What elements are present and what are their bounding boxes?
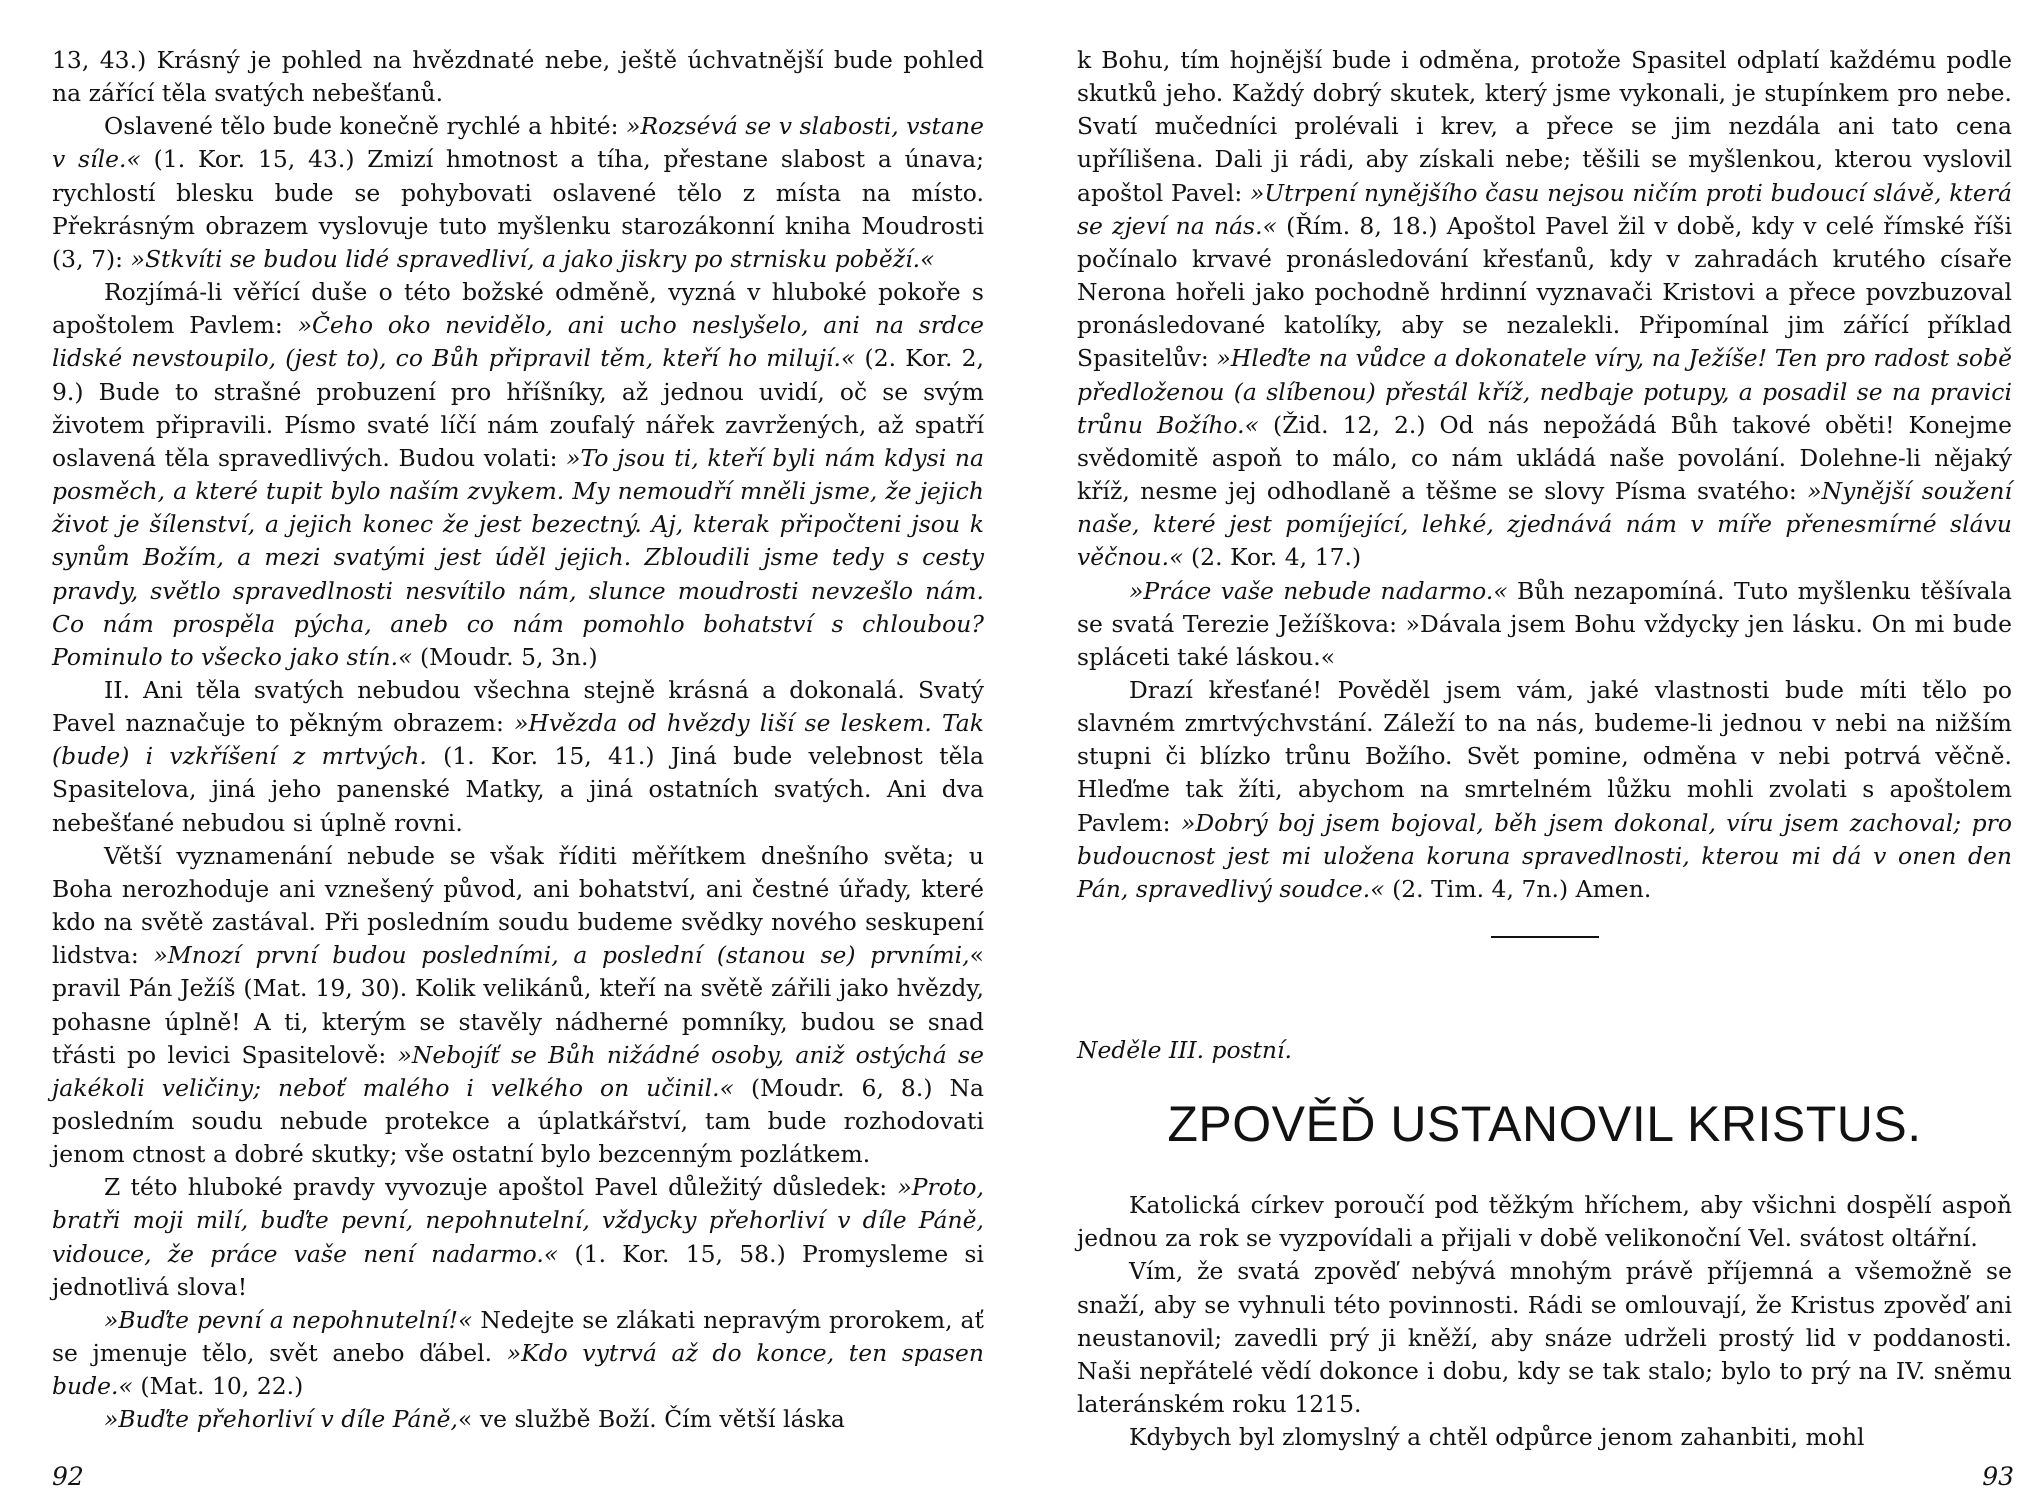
paragraph: [1077, 1255, 2012, 1421]
paragraph: [1077, 674, 2012, 906]
paragraph: [52, 674, 984, 840]
body-text: (1. Kor. 15, 58.) Promysleme si jednotlivá slova!: [52, 1239, 985, 1301]
body-text: Oslavené tělo bude konečně rychlé a hbité:: [104, 112, 627, 141]
quotation-text: »Buďte přehorliví v díle Páně,: [104, 1405, 458, 1434]
body-text: « ve službě Boží. Čím větší láska: [457, 1405, 845, 1434]
paragraph: [1077, 1189, 2012, 1255]
quotation-text: »Hvězda od hvězdy liší se leskem. Tak (bude) i vzkříšení z mrtvých.: [52, 709, 984, 771]
body-text: (Moudr. 6, 8.) Na posledním soudu nebude protekce a úplatkářství, tam bude rozhodovati jenom ctnost a dobré skutky; vše ostatní bylo bezcenným pozlátkem.: [52, 1073, 984, 1169]
right-page-body-top: [1077, 44, 2012, 906]
quotation-text: »To jsou ti, kteří byli nám kdysi na posměch, a které tupit bylo naším zvykem. My nemoudří mněli jsme, že jejich život je šílenství, a jejich konec že jest bezectný. Aj, kterak připočteni jsou k synům Božím, a mezi svatými jest úděl jejich. Zbloudili jsme tedy s cesty pravdy, světlo spravedlnosti nesvítilo nám, slunce moudrosti nevzešlo nám. Co nám prospěla pýcha, aneb co nám pomohlo bohatství s chloubou? Pominulo to všecko jako stín.«: [52, 443, 984, 671]
body-text: Z této hluboké pravdy vyvozuje apoštol Pavel důležitý důsledek:: [104, 1173, 898, 1202]
paragraph: [1077, 44, 2012, 575]
paragraph: [52, 1171, 984, 1304]
right-page-body-bottom: [1077, 1189, 2012, 1454]
body-text: « pravil Pán Ježíš (Mat. 19, 30). Kolik velikánů, kteří na světě zářili jako hvězdy, pohasne úplně! A ti, kterým se stavěly nádherné pomníky, budou se snad třásti po levici Spasitelově:: [52, 941, 984, 1069]
quotation-text: »Proto, bratři moji milí, buďte pevní, nepohnutelní, vždycky přehorliví v díle Páně, vidouce, že práce vaše není nadarmo.«: [52, 1173, 984, 1268]
body-text: Větší vyznamenání nebude se však říditi měřítkem dnešního světa; u Boha nerozhoduje ani vznešený původ, ani bohatství, ani čestné úřady, které kdo na světě zastával. Při posledním soudu budeme svědky nového seskupení lidstva:: [52, 841, 984, 970]
body-text: (2. Kor. 4, 17.): [1183, 543, 1362, 572]
chapter-title: ZPOVĚĎ USTANOVIL KRISTUS.: [1167, 1096, 1922, 1153]
quotation-text: »Stkvíti se budou lidé spravedliví, a jako jiskry po strnisku poběží.«: [130, 244, 935, 273]
quotation-text: »Nebojíť se Bůh nižádné osoby, aniž ostýchá se jakékoli veličiny; neboť malého i velkého on učinil.«: [52, 1040, 984, 1102]
body-text: (2. Tim. 4, 7n.) Amen.: [1384, 874, 1652, 903]
body-text: Kdybych byl zlomyslný a chtěl odpůrce jenom zahanbiti, mohl: [1129, 1423, 1865, 1452]
body-text: Drazí křesťané! Pověděl jsem vám, jaké vlastnosti bude míti tělo po slavném zmrtvýchvstání. Záleží to na nás, budeme-li jednou v nebi na nižším stupni či blízko trůnu Božího. Svět pomine, odměna v nebi potrvá věčně. Hleďme tak žíti, abychom na smrtelném lůžku mohli zvolati s apoštolem Pavlem:: [1077, 675, 2012, 837]
left-page: [52, 44, 984, 1437]
body-text: (1. Kor. 15, 41.) Jiná bude velebnost těla Spasitelova, jiná jeho panenské Matky, a jiná ostatních svatých. Ani dva nebešťané nebudou si úplně rovni.: [52, 742, 984, 837]
page-number-right: 93: [1982, 1462, 2014, 1491]
quotation-text: »Nynější soužení naše, které jest pomíjející, lehké, zjednává nám v míře přenesmírné slávu věčnou.«: [1077, 477, 2012, 572]
body-text: (Mat. 10, 22.): [132, 1372, 304, 1401]
paragraph: [52, 1304, 984, 1403]
body-text: (Žid. 12, 2.) Od nás nepožádá Bůh takové oběti! Konejme svědomitě aspoň to málo, co nám ukládá naše povolání. Dolehne-li nějaký kříž, nesme jej odhodlaně a těšme se slovy Písma svatého:: [1077, 410, 2013, 506]
body-text: Katolická církev poroučí pod těžkým hříchem, aby všichni dospělí aspoň jednou za rok se vyzpovídali a přijali v době velikonoční Vel. svátost oltářní.: [1077, 1191, 2012, 1253]
quotation-text: »Buďte pevní a nepohnutelní!«: [104, 1305, 473, 1334]
paragraph: [52, 276, 984, 674]
quotation-text: »Utrpení nynějšího času nejsou ničím proti budoucí slávě, která se zjeví na nás.«: [1077, 178, 2012, 240]
body-text: Nedejte se zlákati nepravým prorokem, ať se jmenuje tělo, svět anebo ďábel.: [52, 1305, 984, 1368]
paragraph: [52, 1403, 984, 1436]
quotation-text: »Dobrý boj jsem bojoval, běh jsem dokonal, víru jsem zachoval; pro budoucnost jest mi uložena koruna spravedlnosti, kterou mi dá v onen den Pán, spravedlivý soudce.«: [1077, 808, 2012, 903]
paragraph: [52, 110, 984, 276]
quotation-text: »Práce vaše nebude nadarmo.«: [1129, 576, 1508, 605]
quotation-text: »Mnozí první budou posledními, a poslední (stanou se) prvními,: [153, 941, 970, 970]
body-text: Rozjímá-li věřící duše o této božské odměně, vyzná v hluboké pokoře s apoštolem Pavlem:: [52, 278, 984, 340]
section-label: Neděle III. postní.: [1077, 1036, 1292, 1065]
right-page: [1077, 44, 2012, 1454]
paragraph: [52, 840, 984, 1172]
paragraph: [52, 44, 984, 110]
left-page-body: [52, 44, 984, 1437]
paragraph: [1077, 1421, 2012, 1454]
body-text: Vím, že svatá zpověď nebývá mnohým právě příjemná a všemožně se snaží, aby se vyhnuli této povinnosti. Rádi se omlouvají, že Kristus zpověď ani neustanovil; zavedli prý ji kněží, aby snáze udrželi prostý lid v poddanosti. Naši nepřátelé vědí dokonce i dobu, kdy se tak stalo; bylo to prý na IV. sněmu lateránském roku 1215.: [1077, 1257, 2012, 1418]
page-number-left: 92: [52, 1462, 84, 1491]
body-text: (2. Kor. 2, 9.) Bude to strašné probuzení pro hříšníky, až jednou uvidí, oč se svým životem připravili. Písmo svaté líčí nám zoufalý nářek zavržených, až spatří oslavená těla spravedlivých. Budou volati:: [52, 344, 985, 472]
body-text: Bůh nezapomíná. Tuto myšlenku těšívala se svatá Terezie Ježíškova: »Dávala jsem Bohu vždycky jen lásku. On mi bude spláceti také láskou.«: [1077, 576, 2012, 671]
section-divider: [1491, 936, 1599, 938]
quotation-text: »Čeho oko nevidělo, ani ucho neslyšelo, ani na srdce lidské nevstoupilo, (jest to), co Bůh připravil těm, kteří ho milují.«: [52, 311, 985, 373]
body-text: (Moudr. 5, 3n.): [412, 642, 598, 671]
body-text: (1. Kor. 15, 43.) Zmizí hmotnost a tíha, přestane slabost a únava; rychlostí blesku bude se pohybovati oslavené tělo z místa na místo. Překrásným obrazem vyslovuje tuto myšlenku starozákonní kniha Moudrosti (3, 7):: [52, 145, 984, 273]
quotation-text: »Rozsévá se v slabosti, vstane v síle.«: [52, 112, 984, 174]
body-text: 13, 43.) Krásný je pohled na hvězdnaté nebe, ještě úchvatnější bude pohled na zářící těla svatých nebešťanů.: [52, 46, 984, 108]
paragraph: [1077, 575, 2012, 674]
quotation-text: »Kdo vytrvá až do konce, ten spasen bude.«: [52, 1339, 984, 1401]
quotation-text: »Hleďte na vůdce a dokonatele víry, na Ježíše! Ten pro radost sobě předloženou (a slíbenou) přestál kříž, nedbaje potupy, a posadil se na pravici trůnu Božího.«: [1077, 344, 2012, 439]
body-text: k Bohu, tím hojnější bude i odměna, protože Spasitel odplatí každému podle skutků jeho. Každý dobrý skutek, který jsme vykonali, je stupínkem pro nebe. Svatí mučedníci prolévali i krev, a přece se jim nezdála ani tato cena upřílišena. Dali ji rádi, aby získali nebe; těšili se myšlenkou, kterou vyslovil apoštol Pavel:: [1077, 46, 2012, 207]
body-text: II. Ani těla svatých nebudou všechna stejně krásná a dokonalá. Svatý Pavel naznačuje to pěkným obrazem:: [52, 675, 984, 738]
body-text: (Řím. 8, 18.) Apoštol Pavel žil v době, kdy v celé římské říši počínalo krvavé pronásledování křesťanů, kdy v zahradách krutého císaře Nerona hořeli jako pochodně hrdinní vyznavači Kristovi a přece povzbuzoval pronásledované katolíky, aby se nezalekli. Připomínal jim zářící příklad Spasitelův:: [1077, 211, 2012, 373]
